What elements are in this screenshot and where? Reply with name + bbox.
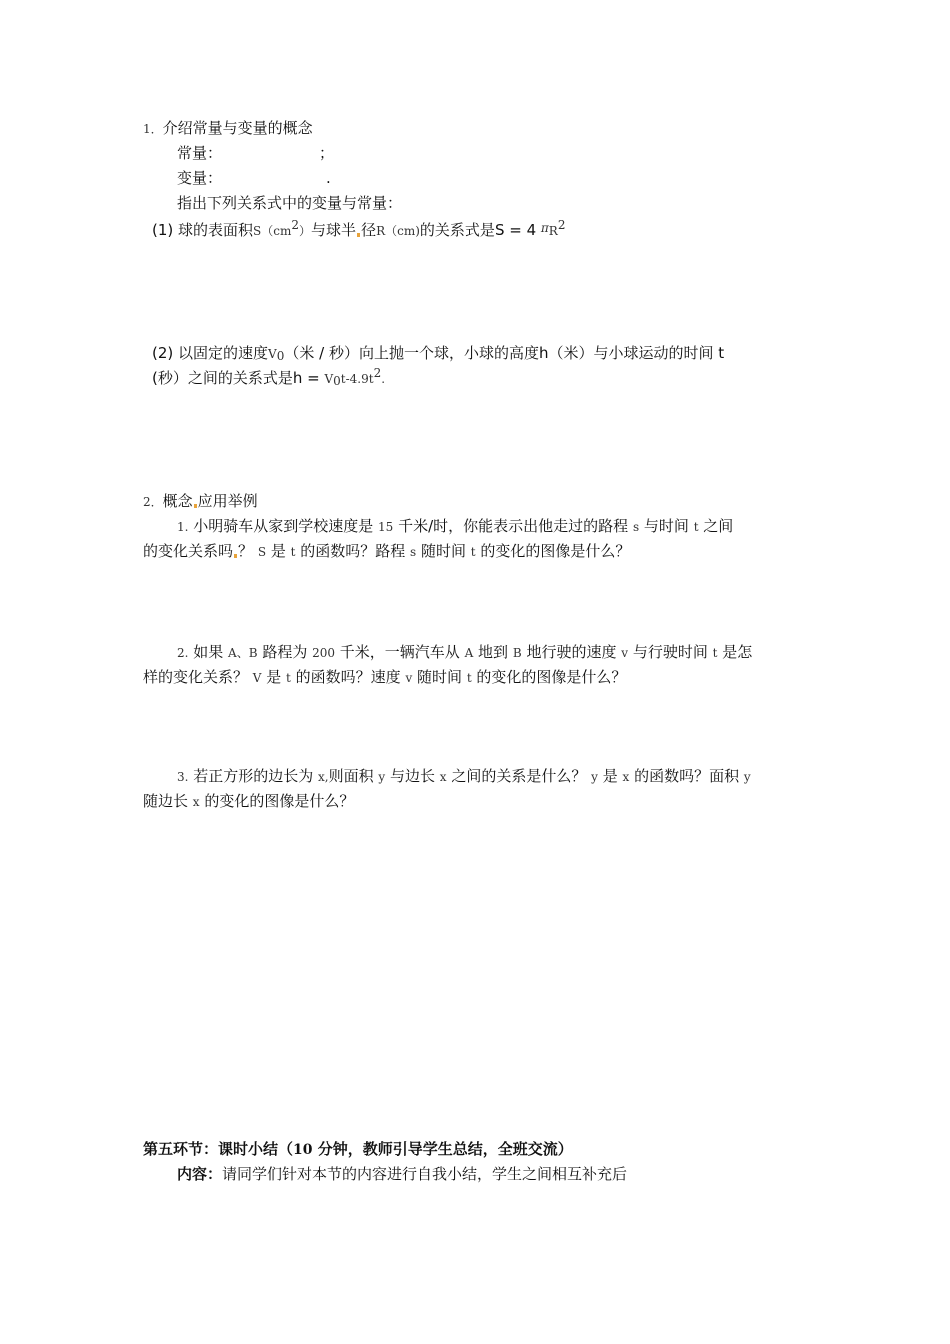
question-1 — [152, 218, 565, 241]
q1-formula-r: R — [548, 224, 558, 238]
q1-text: 球的表面积 — [178, 221, 254, 239]
ex3-var-x2: x — [439, 770, 447, 784]
example-3-line2 — [143, 791, 354, 812]
q2-var-t: t — [718, 344, 725, 362]
q2-formula-h: h = — [292, 369, 320, 387]
edit-mark — [357, 233, 360, 237]
variable-label: 变量： — [177, 169, 223, 187]
ex1-l2-text5: 随时间 — [420, 542, 466, 560]
ex3-text: 若正方形的边长为 — [193, 767, 314, 785]
ex1-l2-text4: 的函数吗？路程 — [300, 542, 406, 560]
q1-text4: 的关系式是 — [419, 221, 495, 239]
ex1-var-s3: s — [410, 545, 417, 559]
q2-number: (2) — [152, 344, 174, 362]
ex2-var-v3: v — [405, 671, 413, 685]
q1-formula-sup: 2 — [557, 218, 566, 232]
example-2-line2 — [143, 667, 626, 688]
ex2-var-t3: t — [466, 671, 472, 685]
q1-var-s: S — [253, 224, 262, 238]
ex2-ab: A、B — [228, 646, 258, 660]
ex3-text5: 是 — [602, 767, 618, 785]
content-label: 内容： — [177, 1165, 223, 1183]
pi-symbol: π — [540, 221, 549, 235]
ex1-text3: 与时间 — [643, 517, 689, 535]
constant-line — [177, 143, 334, 163]
example-1-line2 — [143, 541, 630, 562]
ex2-l2-text4: 随时间 — [417, 668, 463, 686]
section5-content — [177, 1164, 627, 1184]
q1-unit2: （cm) — [385, 224, 420, 238]
heading-text: 介绍常量与变量的概念 — [162, 119, 313, 137]
ex3-number: 3. — [177, 770, 189, 784]
q2-text3: （米）与小球运动的时间 — [548, 344, 714, 362]
ex1-text2: 千米/时，你能表示出他走过的路程 — [398, 517, 629, 535]
variable-line — [177, 168, 331, 188]
ex2-b: B — [512, 646, 522, 660]
content-text: 请同学们针对本节的内容进行自我小结，学生之间相互补充后 — [222, 1165, 628, 1183]
ex1-number: 1. — [177, 520, 189, 534]
ex3-var-y3: y — [743, 770, 751, 784]
ex3-l2-text: 随边长 — [143, 792, 189, 810]
q2-var-v: V — [268, 347, 277, 361]
ex2-text4: 地到 — [478, 643, 509, 661]
q1-text3: 径 — [361, 221, 377, 239]
ex1-l2-text6: 的变化的图像是什么？ — [480, 542, 631, 560]
ex3-l2-text2: 的变化的图像是什么？ — [204, 792, 355, 810]
section5-title-a: 第五环节：课时小结（ — [143, 1140, 294, 1158]
q1-unit-close: ） — [299, 224, 312, 238]
q2-var-v-sub: 0 — [276, 349, 285, 363]
ex2-number: 2. — [177, 646, 189, 660]
q2-text2: （米 / 秒）向上抛一个球，小球的高度 — [284, 344, 539, 362]
ex1-num15: 15 — [378, 520, 394, 534]
q1-var-r: R — [376, 224, 386, 238]
ex1-var-s2: S — [257, 545, 267, 559]
ex3-text4: 之间的关系是什么？ — [451, 767, 587, 785]
ex2-text7: 是怎 — [722, 643, 753, 661]
ex1-l2-q: ？ — [238, 542, 254, 560]
section1-heading — [143, 118, 313, 139]
ex2-text6: 与行驶时间 — [632, 643, 708, 661]
heading-number: 2． — [143, 495, 163, 509]
variable-end: . — [326, 169, 331, 187]
ex3-var-x4: x — [192, 795, 200, 809]
constant-end: ； — [319, 144, 335, 162]
question-2-line2 — [152, 368, 385, 389]
ex2-var-t: t — [712, 646, 718, 660]
q2-formula-end: . — [381, 372, 386, 386]
section5-title-num: 10 — [293, 1142, 313, 1158]
q1-unit: （cm — [261, 224, 292, 238]
ex1-var-t: t — [693, 520, 699, 534]
ex1-l2-text3: 是 — [270, 542, 286, 560]
ex2-l2-text2: 是 — [266, 668, 282, 686]
section2-heading — [143, 491, 258, 512]
ex2-text5: 地行驶的速度 — [526, 643, 617, 661]
ex2-l2-text3: 的函数吗？速度 — [295, 668, 401, 686]
q1-unit-sup: 2 — [291, 218, 300, 232]
ex3-var-y2: y — [591, 770, 598, 784]
ex3-var-x3: x — [622, 770, 630, 784]
ex2-text3: 千米，一辆汽车从 — [339, 643, 460, 661]
q2-formula-v-sub: 0 — [333, 374, 341, 388]
ex3-text2: 则面积 — [328, 767, 374, 785]
ex2-l2-text5: 的变化的图像是什么？ — [476, 668, 627, 686]
example-1-line1 — [177, 516, 733, 537]
ex2-a: A — [464, 646, 474, 660]
ex2-text: 如果 — [193, 643, 224, 661]
instruction-line: 指出下列关系式中的变量与常量： — [177, 194, 403, 212]
heading-text-a: 概念 — [162, 492, 193, 510]
ex2-l2-text: 样的变化关系？ — [143, 668, 249, 686]
ex3-var-y: y — [378, 770, 386, 784]
ex2-var-t2: t — [286, 671, 291, 685]
q1-formula: S = 4 — [494, 221, 537, 239]
ex2-text2: 路程为 — [262, 643, 308, 661]
q1-text2: 与球半 — [311, 221, 357, 239]
q2-formula-rest: t-4.9t — [340, 372, 374, 386]
q2-text: 以固定的速度 — [178, 344, 269, 362]
ex1-var-t2: t — [290, 545, 296, 559]
ex3-text3: 与边长 — [389, 767, 435, 785]
ex2-var-v2: V — [252, 671, 262, 685]
ex3-var-x: x, — [318, 770, 329, 784]
q2-formula-sup: 2 — [373, 366, 382, 380]
heading-text-b: 应用举例 — [197, 492, 258, 510]
q2-var-h: h — [538, 344, 549, 362]
question-2-line1 — [152, 343, 724, 364]
ex3-text6: 的函数吗？面积 — [634, 767, 740, 785]
ex1-text: 小明骑车从家到学校速度是 — [193, 517, 374, 535]
q2-formula-v: V — [324, 372, 334, 386]
edit-mark — [194, 504, 197, 508]
q1-number: (1) — [152, 221, 174, 239]
example-3-line1 — [177, 766, 751, 787]
ex2-var-v: v — [621, 646, 629, 660]
ex1-var-s: s — [632, 520, 640, 534]
heading-number: 1． — [143, 122, 163, 136]
ex1-var-t3: t — [470, 545, 476, 559]
ex1-l2-text: 的变化关系吗 — [143, 542, 234, 560]
ex2-num200: 200 — [312, 646, 336, 660]
ex1-text4: 之间 — [703, 517, 734, 535]
q2-line2-text: (秒）之间的关系式是 — [152, 369, 293, 387]
example-2-line1 — [177, 642, 752, 663]
constant-label: 常量： — [177, 144, 223, 162]
section5-title-b: 分钟，教师引导学生总结，全班交流） — [317, 1140, 573, 1158]
edit-mark — [234, 554, 237, 558]
section5-title — [143, 1139, 573, 1160]
